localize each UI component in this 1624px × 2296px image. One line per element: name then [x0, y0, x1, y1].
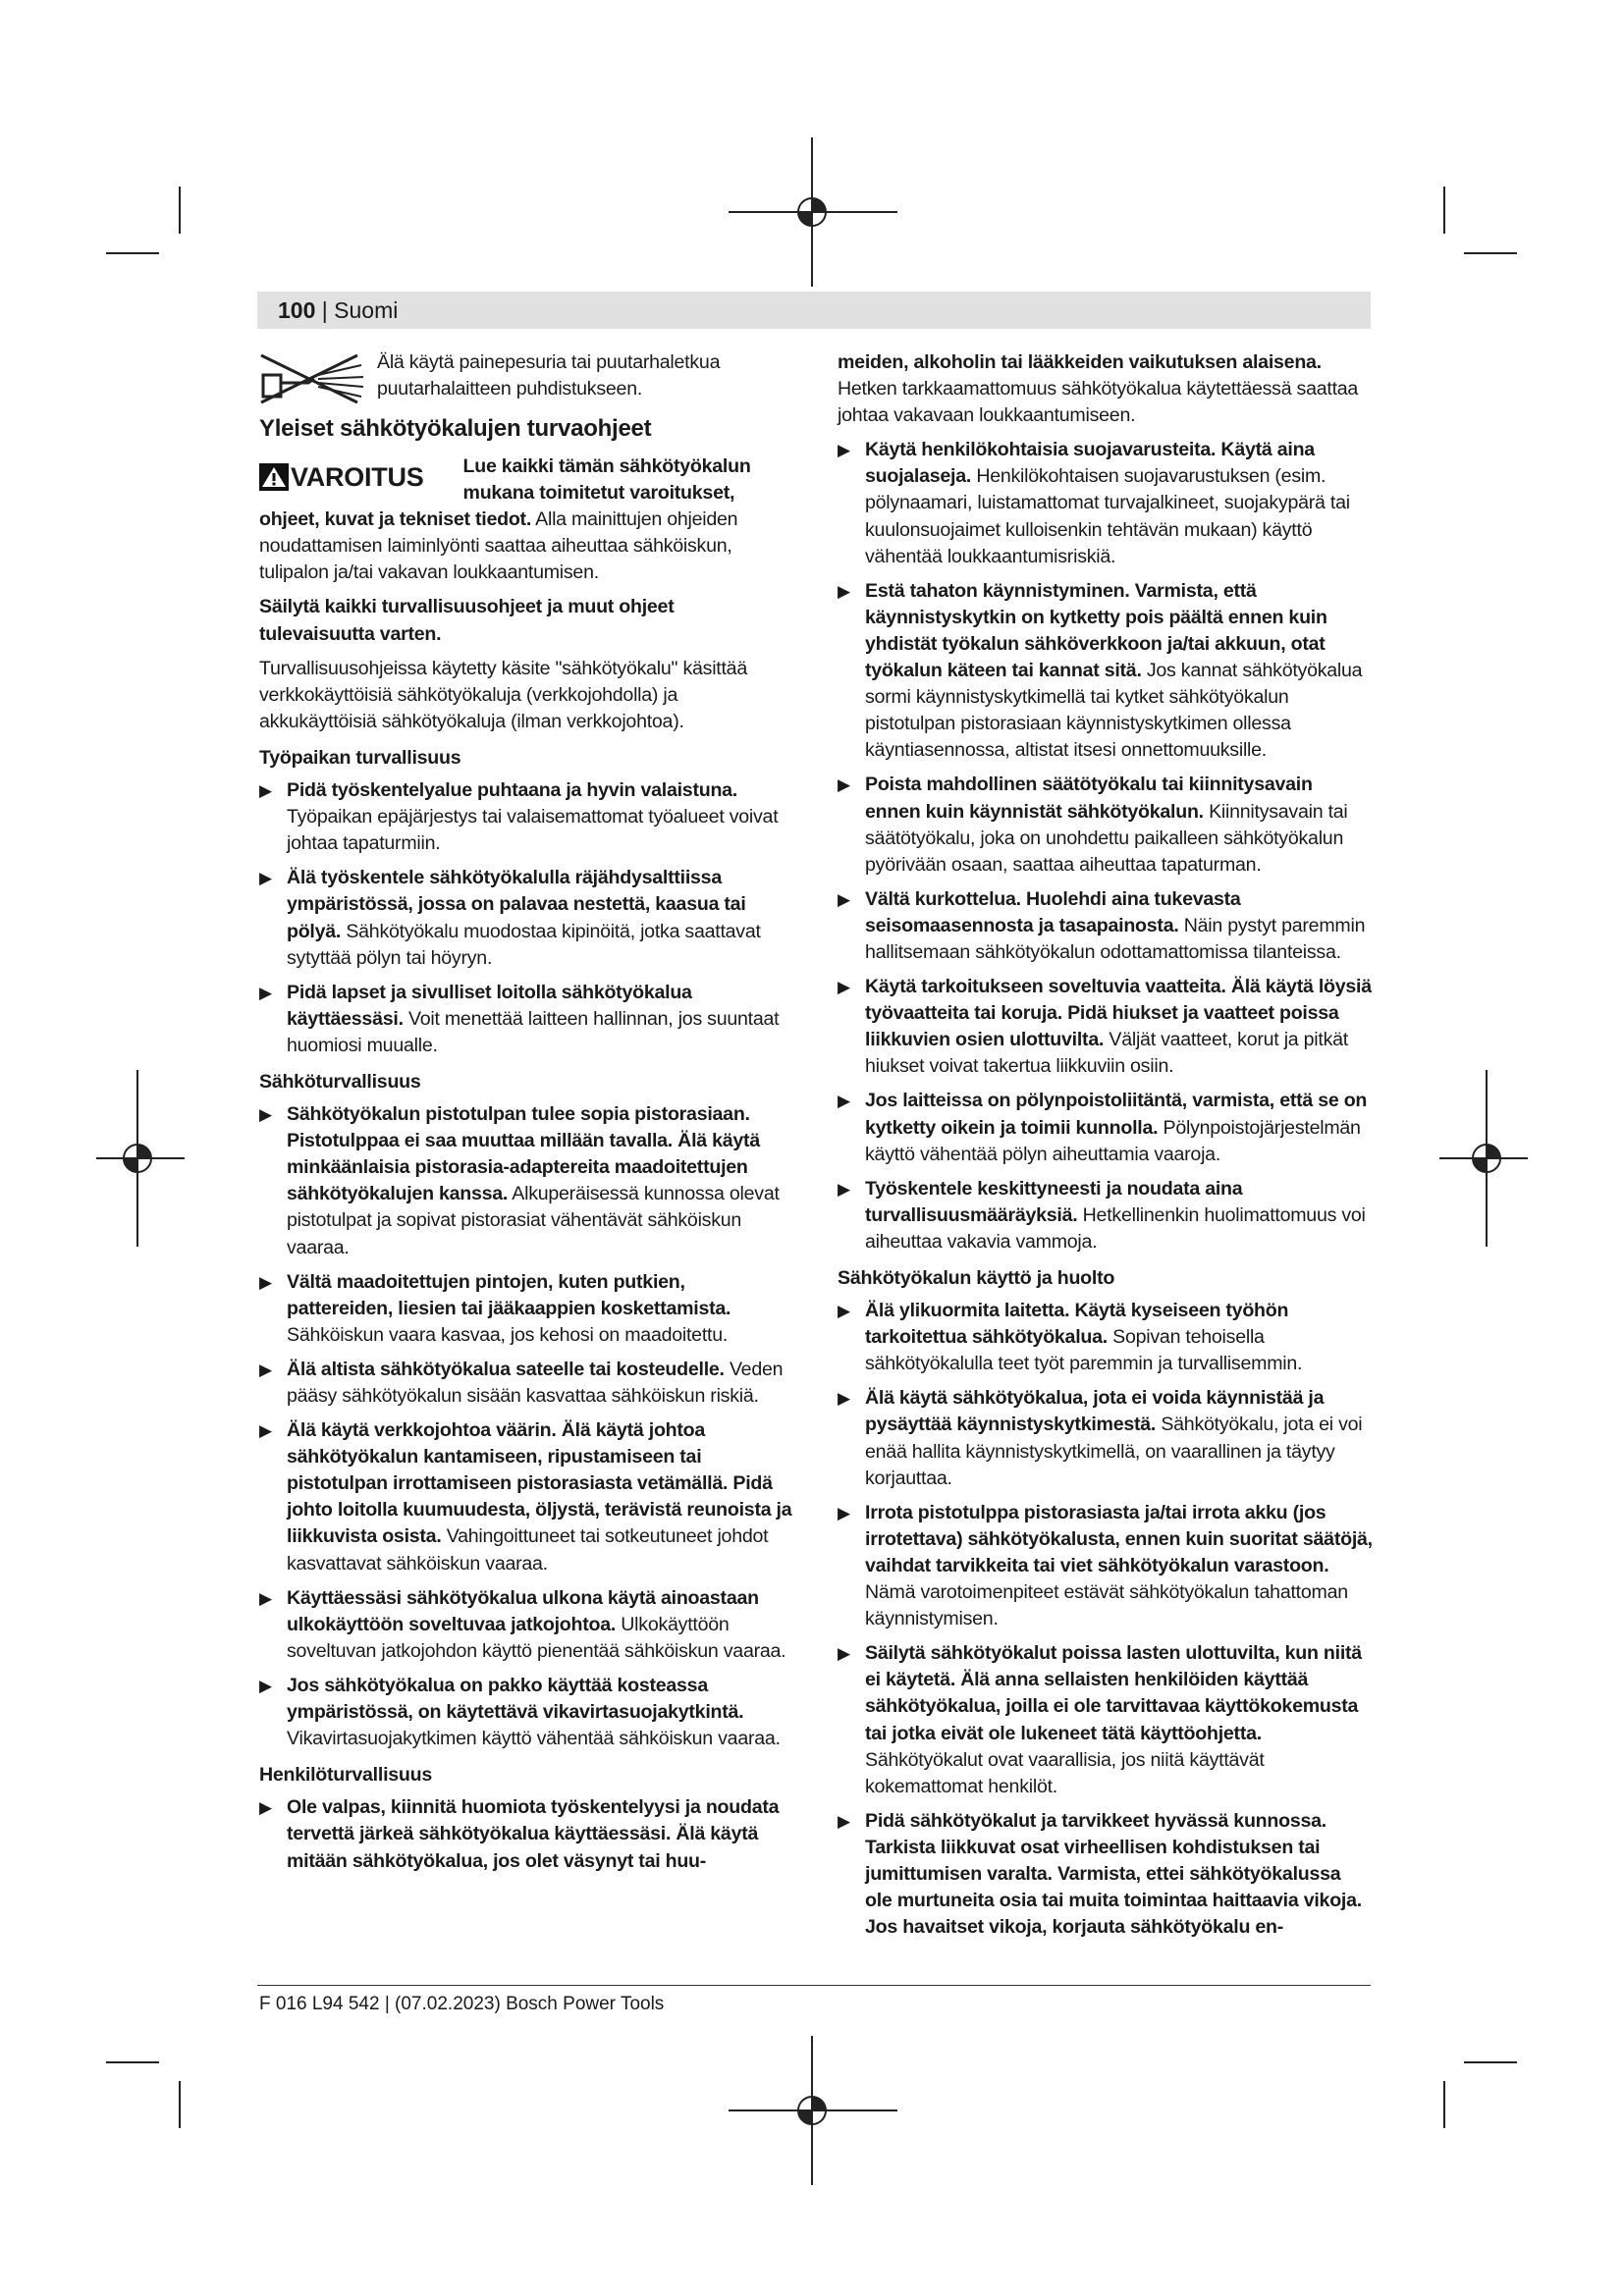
item-text: Sähkötyökalu, jota ei voi enää hallita käynnistyskytkimellä, on vaarallinen ja täytyy korjauttaa. — [865, 1414, 1363, 1489]
list-item — [259, 865, 794, 971]
triangle-bullet-icon: ▶ — [259, 1105, 272, 1125]
triangle-bullet-icon: ▶ — [259, 1360, 272, 1379]
continuation-paragraph — [838, 349, 1373, 429]
list-item — [838, 1640, 1373, 1800]
item-text: Sähkötyökalu muodostaa kipinöitä, jotka saattavat sytyttää pölyn tai höyryn. — [287, 920, 761, 969]
crop-mark-tl-v — [179, 187, 181, 234]
triangle-bullet-icon: ▶ — [838, 775, 850, 795]
continuation-bold: meiden, alkoholin tai lääkkeiden vaikutuksen alaisena. — [838, 351, 1322, 373]
triangle-bullet-icon: ▶ — [259, 869, 272, 888]
item-bold: Älä käytä sähkötyökalua, jota ei voida käynnistää ja pysäyttää käynnistyskytkimestä. — [865, 1387, 1325, 1436]
personal-items — [838, 437, 1373, 1255]
section-title: Yleiset sähkötyökalujen turvaohjeet — [259, 415, 652, 442]
list-item — [838, 1808, 1373, 1941]
warning-block — [259, 454, 794, 586]
list-item — [259, 1585, 794, 1665]
list-item — [838, 1298, 1373, 1377]
right-column — [838, 349, 1373, 1949]
crop-mark-tl-h — [106, 252, 159, 254]
item-text: Sähkötyökalut ovat vaarallisia, jos niitä käyttävät kokemattomat henkilöt. — [865, 1748, 1265, 1797]
item-bold: Vältä kurkottelua. Huolehdi aina tukevasta seisomaasennosta ja tasapainosta. — [865, 887, 1241, 936]
item-bold: Ole valpas, kiinnitä huomiota työskentelyysi ja noudata tervettä järkeä sähkötyökalua käyttäessäsi. Älä käytä mitään sähkötyökalua, jos olet väsynyt tai huu- — [287, 1796, 780, 1872]
section-personal — [259, 1762, 794, 1874]
triangle-bullet-icon: ▶ — [838, 1092, 850, 1111]
item-bold: Estä tahaton käynnistyminen. Varmista, että käynnistyskytkin on kytketty pois päältä ennen kuin yhdistät työkalun sähköverkkoon ja/tai akkuun, otat työkalun käteen tai kannat sitä. — [865, 579, 1327, 682]
item-bold: Älä ylikuormita laitetta. Käytä kyseiseen työhön tarkoitettua sähkötyökalua. — [865, 1300, 1289, 1349]
triangle-bullet-icon: ▶ — [259, 983, 272, 1002]
washer-note — [259, 349, 794, 404]
triangle-bullet-icon: ▶ — [838, 1811, 850, 1831]
list-item — [259, 1101, 794, 1261]
section-electrical — [259, 1069, 794, 1752]
triangle-bullet-icon: ▶ — [259, 1798, 272, 1818]
triangle-bullet-icon: ▶ — [838, 889, 850, 909]
section-heading: Työpaikan turvallisuus — [259, 746, 461, 769]
list-item — [259, 1357, 794, 1410]
triangle-bullet-icon: ▶ — [259, 1421, 272, 1441]
warning-text: Alla mainittujen ohjeiden noudattamisen laiminlyönti saattaa aiheuttaa sähköiskun, tulipalon ja/tai vakavan loukkaantumisen. — [259, 508, 738, 584]
no-pressure-washer-icon — [259, 353, 367, 404]
list-item — [838, 772, 1373, 878]
item-bold: Jos sähkötyökalua on pakko käyttää kosteassa ympäristössä, on käytettävä vikavirtasuojakytkintä. — [287, 1674, 744, 1724]
washer-note-text: Älä käytä painepesuria tai puutarhaletkua puutarhalaitteen puhdistukseen. — [377, 351, 721, 400]
triangle-bullet-icon: ▶ — [838, 1389, 850, 1409]
item-bold: Irrota pistotulppa pistorasiasta ja/tai irrota akku (jos irrotettava) sähkötyökalusta, ennen kuin suoritat säätöjä, vaihdat tarvikkeita tai viet sähkötyökalun varastoon. — [865, 1501, 1373, 1576]
list-item — [259, 980, 794, 1059]
crop-mark-tr-h — [1464, 252, 1517, 254]
item-text: Kiinnitysavain tai säätötyökalu, joka on unohdettu paikalleen sähkötyökalun pyörivään osaan, saattaa aiheuttaa tapaturman. — [865, 800, 1348, 876]
triangle-bullet-icon: ▶ — [259, 1588, 272, 1608]
item-text: Näin pystyt paremmin hallitsemaan sähkötyökalun odottamattomissa tilanteissa. — [865, 914, 1366, 963]
page-number: 100 — [278, 297, 316, 323]
triangle-bullet-icon: ▶ — [838, 441, 850, 460]
registration-mark-left-icon — [96, 1070, 185, 1247]
triangle-bullet-icon: ▶ — [259, 1676, 272, 1695]
list-item — [838, 578, 1373, 765]
item-text: Ulkokäyttöön soveltuvan jatkojohdon käyttö pienentää sähköiskun vaaraa. — [287, 1613, 786, 1662]
header-separator: | — [321, 297, 328, 323]
triangle-bullet-icon: ▶ — [838, 1503, 850, 1522]
triangle-bullet-icon: ▶ — [838, 978, 850, 997]
item-bold: Pidä lapset ja sivulliset loitolla sähkötyökalua käyttäessäsi. — [287, 981, 692, 1030]
footer-rule — [257, 1985, 1371, 1986]
item-bold: Sähkötyökalun pistotulpan tulee sopia pistorasiaan. Pistotulppaa ei saa muuttaa millään tavalla. Älä käytä minkäänlaisia pistorasia-adaptereita maadoitettujen sähkötyökalujen kanssa. — [287, 1103, 760, 1205]
list-item — [259, 1673, 794, 1752]
item-bold: Työskentele keskittyneesti ja noudata aina turvallisuusmääräyksiä. — [865, 1177, 1243, 1226]
list-item — [838, 1088, 1373, 1167]
warning-label — [259, 461, 424, 493]
continuation-text: Hetken tarkkaamattomuus sähkötyökalua käytettäessä saattaa johtaa vakavaan loukkaantumiseen. — [838, 378, 1359, 427]
warning-triangle-icon — [259, 463, 289, 491]
item-text: Voit menettää laitteen hallinnan, jos suuntaat huomiosi muualle. — [287, 1007, 780, 1056]
item-bold: Älä työskentele sähkötyökalulla räjähdysalttiissa ympäristössä, jossa on palavaa nestettä, kaasua tai pölyä. — [287, 867, 746, 942]
item-bold: Vältä maadoitettujen pintojen, kuten putkien, pattereiden, liesien tai jääkaappien koskettamista. — [287, 1270, 731, 1319]
item-bold: Poista mahdollinen säätötyökalu tai kiinnitysavain ennen kuin käynnistät sähkötyökalun. — [865, 774, 1313, 823]
item-bold: Pidä sähkötyökalut ja tarvikkeet hyvässä kunnossa. Tarkista liikkuvat osat virheellisen kohdistuksen tai jumittumisen varalta. Varmista, ettei sähkötyökalussa ole murtuneita osia tai muita toimintaa haittaavia vikoja. Jos havaitset vikoja, korjauta sähkötyökalu en- — [865, 1809, 1362, 1939]
list-item — [259, 1269, 794, 1349]
page-footer: F 016 L94 542 | (07.02.2023) Bosch Power Tools — [259, 1994, 665, 2014]
triangle-bullet-icon: ▶ — [259, 1272, 272, 1292]
item-text: Sopivan tehoisella sähkötyökalulla teet työt paremmin ja turvallisemmin. — [865, 1326, 1303, 1375]
item-text: Hetkellinenkin huolimattomuus voi aiheuttaa vakavia vammoja. — [865, 1203, 1366, 1253]
item-text: Pölynpoistojärjestelmän käyttö vähentää pölyn aiheuttamia vaaroja. — [865, 1116, 1361, 1165]
page-header — [278, 297, 398, 323]
warning-label-text: VAROITUS — [291, 462, 424, 492]
item-bold: Älä altista sähkötyökalua sateelle tai kosteudelle. — [287, 1358, 725, 1380]
crop-mark-br-v — [1443, 2081, 1445, 2128]
definition-paragraph: Turvallisuusohjeissa käytetty käsite "sähkötyökalu" käsittää verkkokäyttöisiä sähkötyökaluja (verkkojohdolla) ja akkukäyttöisiä sähkötyökaluja (ilman verkkojohtoa). — [259, 657, 747, 732]
list-item — [838, 1500, 1373, 1632]
item-text: Alkuperäisessä kunnossa olevat pistotulpat ja sopivat pistorasiat vähentävät sähköiskun vaaraa. — [287, 1183, 780, 1258]
crop-mark-bl-v — [179, 2081, 181, 2128]
list-item — [838, 974, 1373, 1080]
left-column — [259, 349, 794, 1883]
item-text: Vikavirtasuojakytkimen käyttö vähentää sähköiskun vaaraa. — [287, 1728, 781, 1750]
section-heading: Henkilöturvallisuus — [259, 1764, 432, 1787]
item-bold: Pidä työskentelyalue puhtaana ja hyvin valaistuna. — [287, 779, 738, 802]
triangle-bullet-icon: ▶ — [838, 1644, 850, 1664]
registration-mark-bottom-icon — [729, 2036, 897, 2185]
section-heading: Sähköturvallisuus — [259, 1070, 421, 1093]
triangle-bullet-icon: ▶ — [838, 1302, 850, 1321]
section-heading: Sähkötyökalun käyttö ja huolto — [838, 1267, 1115, 1289]
list-item — [259, 777, 794, 857]
item-text: Veden pääsy sähkötyökalun sisään kasvattaa sähköiskun riskiä. — [287, 1358, 784, 1407]
triangle-bullet-icon: ▶ — [259, 781, 272, 801]
list-item — [838, 437, 1373, 569]
header-bar — [257, 292, 1371, 329]
item-bold: Käytä henkilökohtaisia suojavarusteita. Käytä aina suojalaseja. — [865, 439, 1315, 488]
list-item — [259, 1794, 794, 1874]
item-bold: Älä käytä verkkojohtoa väärin. Älä käytä johtoa sähkötyökalun kantamiseen, ripustamiseen tai pistotulpan irrottamiseen pistorasiasta vetämällä. Pidä johto loitolla kuumuudesta, öljystä, terävistä reunoista ja liikkuvista osista. — [287, 1419, 792, 1548]
keep-instructions: Säilytä kaikki turvallisuusohjeet ja muut ohjeet tulevaisuutta varten. — [259, 596, 675, 645]
item-bold: Säilytä sähkötyökalut poissa lasten ulottuvilta, kun niitä ei käytetä. Älä anna sellaisten henkilöiden käyttää sähkötyökalua, joilla ei ole tarvittavaa käyttökokemusta tai jotka eivät ole lukeneet tätä käyttöohjetta. — [865, 1642, 1362, 1744]
triangle-bullet-icon: ▶ — [838, 581, 850, 601]
list-item — [838, 886, 1373, 966]
section-workplace — [259, 745, 794, 1059]
crop-mark-br-h — [1464, 2061, 1517, 2063]
list-item — [838, 1176, 1373, 1255]
item-bold: Käytä tarkoitukseen soveltuvia vaatteita. Älä käytä löysiä työvaatteita tai koruja. Pidä hiukset ja vaatteet poissa liikkuvien osien ulottuvilta. — [865, 976, 1372, 1051]
crop-mark-bl-h — [106, 2061, 159, 2063]
item-text: Työpaikan epäjärjestys tai valaisemattomat työalueet voivat johtaa tapaturmiin. — [287, 806, 779, 855]
item-text: Sähköiskun vaara kasvaa, jos kehosi on maadoitettu. — [287, 1323, 729, 1346]
item-text: Henkilökohtaisen suojavarustuksen (esim. pölynaamari, luistamattomat turvajalkineet, suojakypärä tai kuulonsuojaimet kulloisenkin tehtävän mukaan) käyttö vähentää loukkaantumisriskiä. — [865, 465, 1350, 567]
crop-mark-tr-v — [1443, 187, 1445, 234]
item-text: Nämä varotoimenpiteet estävät sähkötyökalun tahattoman käynnistymisen. — [865, 1581, 1348, 1630]
item-text: Vahingoittuneet tai sotkeutuneet johdot kasvattavat sähköiskun vaaraa. — [287, 1525, 769, 1575]
triangle-bullet-icon: ▶ — [838, 1179, 850, 1199]
item-text: Väljät vaatteet, korut ja pitkät hiukset voivat takertua liikkuviin osiin. — [865, 1029, 1348, 1078]
registration-mark-top-icon — [729, 137, 897, 287]
item-bold: Käyttäessäsi sähkötyökalua ulkona käytä ainoastaan ulkokäyttöön soveltuvaa jatkojohtoa. — [287, 1586, 759, 1635]
list-item — [838, 1385, 1373, 1491]
list-item — [259, 1417, 794, 1577]
section-tool-use — [838, 1265, 1373, 1941]
item-bold: Jos laitteissa on pölynpoistoliitäntä, varmista, että se on kytketty oikein ja toimii kunnolla. — [865, 1090, 1368, 1139]
item-text: Jos kannat sähkötyökalua sormi käynnistyskytkimellä tai kytket sähkötyökalun pistotulpan pistorasiaan käynnistyskytkimen ollessa käyntiasennossa, altistat itsesi onnettomuuksille. — [865, 660, 1363, 762]
warning-bold: Lue kaikki tämän sähkötyökalun mukana toimitetut varoitukset, ohjeet, kuvat ja tekniset tiedot. — [259, 455, 751, 531]
registration-mark-right-icon — [1439, 1070, 1528, 1247]
header-language: Suomi — [334, 297, 399, 323]
